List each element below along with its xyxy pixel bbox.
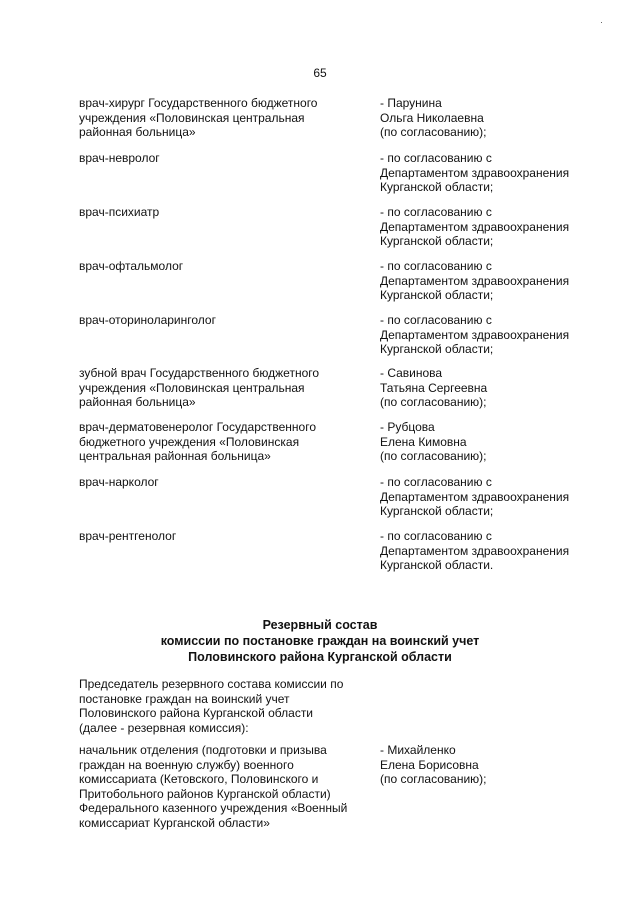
section-heading: [0, 617, 640, 665]
member-text: - по согласованию с Департаментом здравоохранения Курганской области;: [380, 205, 570, 249]
member-text: - Савинова Татьяна Сергеевна (по согласованию);: [380, 366, 488, 410]
position-text: врач-нарколог: [79, 475, 159, 489]
heading-line: комиссии по постановке граждан на воинский учет: [160, 634, 480, 648]
heading-line: Резервный состав: [262, 618, 378, 632]
heading-line: Половинского района Курганской области: [188, 650, 452, 664]
member-text: - по согласованию с Департаментом здравоохранения Курганской области;: [380, 475, 570, 519]
position-text: начальник отделения (подготовки и призыва граждан на военную службу) военного комиссариата (Кетовского, Половинского и Притобольного районов Курганской области) Федерального казенного учреждения «Военный комиссариат Курганской области»: [79, 743, 348, 830]
member-text: - по согласованию с Департаментом здравоохранения Курганской области;: [380, 259, 570, 303]
member-text: - по согласованию с Департаментом здравоохранения Курганской области;: [380, 151, 570, 195]
member-text: - Рубцова Елена Кимовна (по согласованию);: [380, 420, 487, 464]
member-text: - Парунина Ольга Николаевна (по согласованию);: [380, 96, 487, 140]
position-text: врач-невролог: [79, 151, 160, 165]
position-text: Председатель резервного состава комиссии по постановке граждан на воинский учет Половинского района Курганской области (далее - резервная комиссия):: [79, 677, 344, 735]
position-text: врач-офтальмолог: [79, 259, 184, 273]
member-text: - по согласованию с Департаментом здравоохранения Курганской области.: [380, 529, 570, 573]
position-text: врач-рентгенолог: [79, 529, 177, 543]
member-text: - Михайленко Елена Борисовна (по согласованию);: [380, 743, 487, 787]
position-text: врач-психиатр: [79, 205, 160, 219]
position-text: врач-хирург Государственного бюджетного учреждения «Половинская центральная районная больница»: [79, 96, 318, 140]
scan-speck: [601, 22, 602, 23]
position-text: зубной врач Государственного бюджетного учреждения «Половинская центральная районная больница»: [79, 366, 320, 410]
position-text: врач-дерматовенеролог Государственного бюджетного учреждения «Половинская центральная районная больница»: [79, 420, 317, 464]
member-text: - по согласованию с Департаментом здравоохранения Курганской области;: [380, 313, 570, 357]
position-text: врач-оториноларинголог: [79, 313, 216, 327]
page-number: 65: [313, 66, 327, 80]
